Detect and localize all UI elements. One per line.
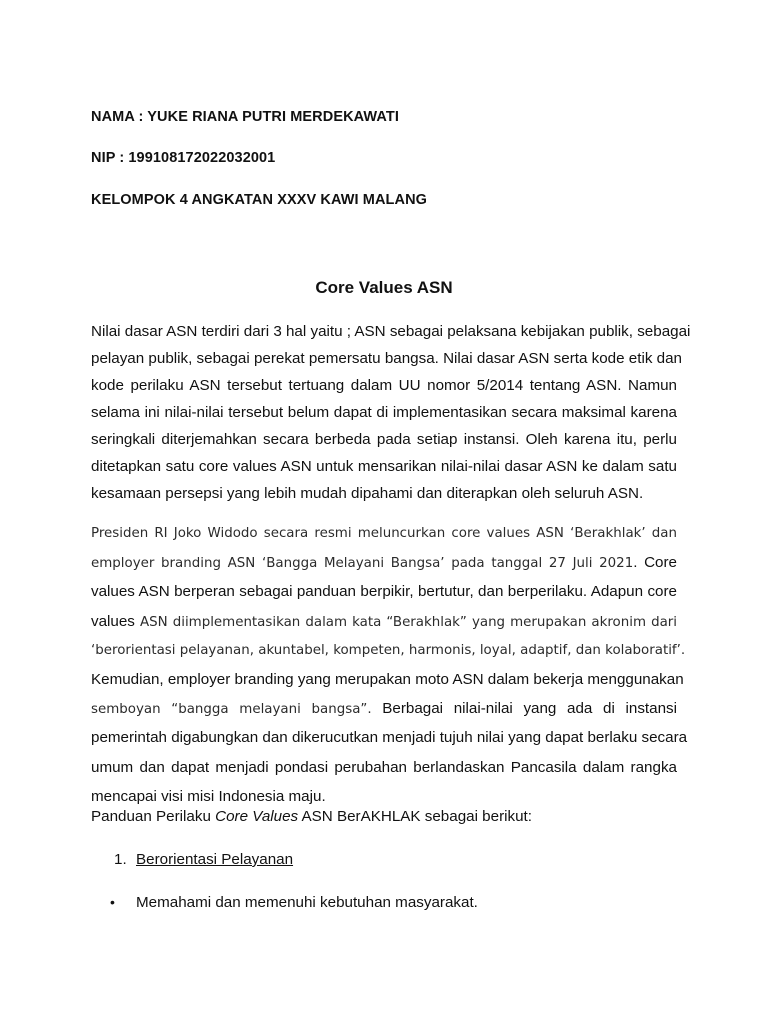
guide-heading: [91, 808, 532, 825]
bullet-icon: •: [110, 894, 115, 910]
paragraph-fragment: values: [91, 612, 135, 630]
paragraph-line: pelayan publik, sebagai perekat pemersatu bangsa. Nilai dasar ASN serta kode etik dan: [91, 350, 682, 367]
paragraph-fragment: ASN diimplementasikan dalam kata “Berakhlak” yang merupakan akronim dari: [134, 614, 677, 630]
guide-prefix: Panduan Perilaku: [91, 808, 216, 825]
paragraph-line: ‘berorientasi pelayanan, akuntabel, kompeten, harmonis, loyal, adaptif, dan kolaboratif’.: [91, 642, 686, 658]
paragraph-berakhlak: [91, 519, 688, 811]
paragraph-fragment: employer branding ASN ‘Bangga Melayani Bangsa’ pada tanggal 27 Juli 2021: [91, 556, 634, 572]
paragraph-line: Nilai dasar ASN terdiri dari 3 hal yaitu ; ASN sebagai pelaksana kebijakan publik, sebagai: [91, 323, 691, 340]
paragraph-line: selama ini nilai-nilai tersebut belum dapat di implementasikan secara maksimal karena: [91, 404, 677, 421]
paragraph-line: kesamaan persepsi yang lebih mudah dipahami dan diterapkan oleh seluruh ASN.: [91, 485, 644, 502]
paragraph-line: values ASN berperan sebagai panduan berpikir, bertutur, dan berperilaku. Adapun core: [91, 583, 677, 601]
bullet-item: [110, 894, 478, 911]
paragraph-intro: [91, 318, 691, 507]
bullet-text: Memahami dan memenuhi kebutuhan masyarakat.: [136, 894, 478, 911]
paragraph-line: mencapai visi misi Indonesia maju.: [91, 787, 326, 805]
paragraph-line: seringkali diterjemahkan secara berbeda pada setiap instansi. Oleh karena itu, perlu: [91, 431, 677, 448]
group-line: KELOMPOK 4 ANGKATAN XXXV KAWI MALANG: [91, 192, 428, 208]
list-number: 1.: [114, 851, 127, 868]
paragraph-line: [91, 694, 677, 723]
paragraph-line: ditetapkan satu core values ASN untuk mensarikan nilai-nilai dasar ASN ke dalam satu: [91, 458, 677, 475]
paragraph-line: umum dan dapat menjadi pondasi perubahan berlandaskan Pancasila dalam rangka: [91, 758, 677, 776]
paragraph-line: pemerintah digabungkan dan dikerucutkan menjadi tujuh nilai yang dapat berlaku secara: [91, 729, 688, 747]
guide-suffix: ASN BerAKHLAK sebagai berikut:: [298, 808, 532, 825]
paragraph-fragment: semboyan “bangga melayani bangsa”.: [91, 702, 372, 718]
document-title: Core Values ASN: [315, 278, 453, 297]
list-item: [114, 851, 293, 868]
nip-line: NIP : 199108172022032001: [91, 150, 276, 166]
paragraph-line: [91, 548, 677, 577]
paragraph-line: [91, 607, 677, 636]
list-label: Berorientasi Pelayanan: [136, 851, 294, 868]
paragraph-fragment: . Core: [633, 554, 677, 572]
guide-emphasis: Core Values: [215, 808, 299, 825]
paragraph-fragment: Berbagai nilai-nilai yang ada di instansi: [371, 700, 677, 718]
paragraph-line: kode perilaku ASN tersebut tertuang dalam UU nomor 5/2014 tentang ASN. Namun: [91, 377, 677, 394]
paragraph-line: Presiden RI Joko Widodo secara resmi meluncurkan core values ASN ‘Berakhlak’ dan: [91, 526, 677, 541]
name-line: NAMA : YUKE RIANA PUTRI MERDEKAWATI: [91, 109, 399, 125]
paragraph-line: Kemudian, employer branding yang merupakan moto ASN dalam bekerja menggunakan: [91, 670, 684, 688]
